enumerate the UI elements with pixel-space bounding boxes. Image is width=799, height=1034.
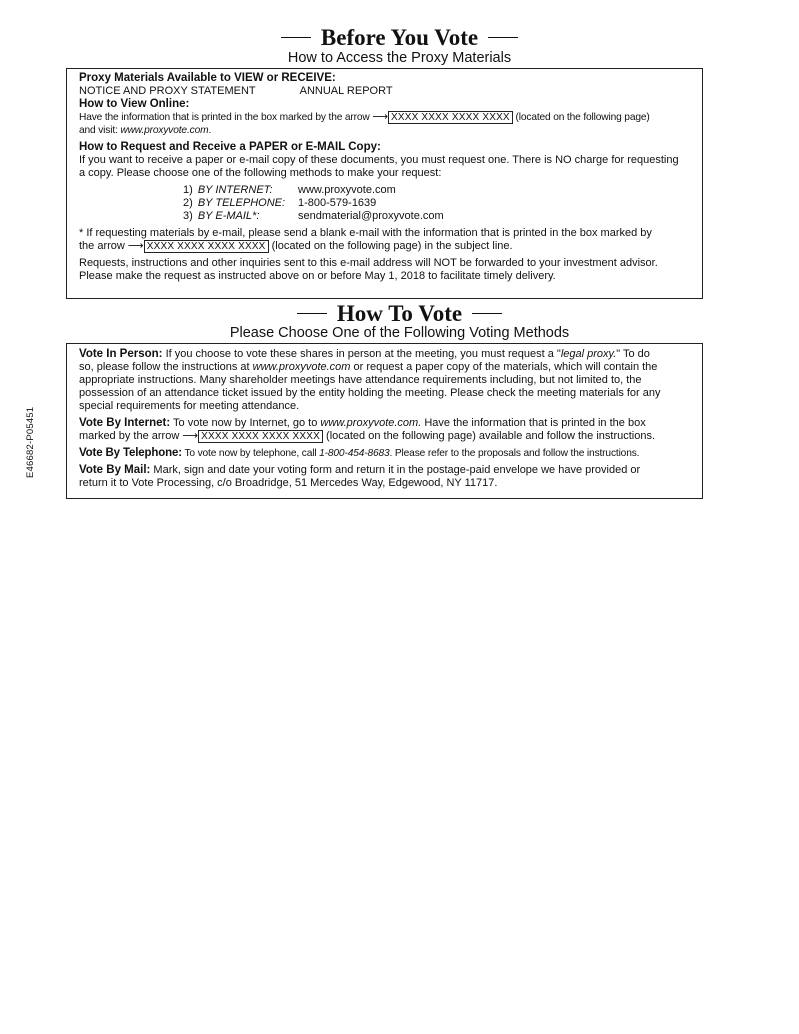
proxyvote-link[interactable]: www.proxyvote.com [252, 361, 351, 373]
rule-right [488, 37, 518, 38]
method-label: BY TELEPHONE: [197, 197, 286, 209]
request-methods [183, 184, 690, 223]
mail-line-2: return it to Vote Processing, c/o Broadridge, 51 Mercedes Way, Edgewood, NY 11717. [79, 477, 498, 489]
before-title: Before You Vote [320, 25, 479, 50]
in-person-text: so, please follow the instructions at [79, 361, 250, 373]
method-number: 3) [183, 210, 193, 222]
materials-list [79, 85, 690, 98]
view-online-line-2: and visit: www.proxyvote.com. [79, 125, 212, 136]
email-note-arrow-text: the arrow [79, 240, 125, 252]
document-code: E46682-P05451 [25, 406, 36, 478]
request-line-2: a copy. Please choose one of the following methods to make your request: [79, 167, 442, 179]
vote-by-telephone-label: Vote By Telephone: [79, 447, 182, 459]
rule-right [472, 313, 502, 314]
material-notice: NOTICE AND PROXY STATEMENT [79, 85, 256, 97]
method-number: 1) [183, 184, 193, 196]
before-subtitle: How to Access the Proxy Materials [287, 50, 512, 66]
control-number-box: XXXX XXXX XXXX XXXX [144, 240, 269, 253]
email-note-line-1: * If requesting materials by e-mail, please send a blank e-mail with the information that is printed in the box marked by [79, 227, 652, 239]
arrow-icon: ⟶ [372, 111, 388, 123]
available-heading: Proxy Materials Available to VIEW or RECEIVE: [79, 72, 336, 84]
rule-left [297, 313, 327, 314]
telephone-number[interactable]: 1-800-454-8683 [319, 448, 390, 459]
internet-text: (located on the following page) available and follow the instructions. [326, 430, 656, 442]
vote-by-internet-label: Vote By Internet: [79, 417, 171, 429]
in-person-text-end: " To do [616, 348, 650, 360]
how-to-vote-heading [0, 301, 799, 327]
internet-text: marked by the arrow [79, 430, 180, 442]
forward-line-1: Requests, instructions and other inquiries sent to this e-mail address will NOT be forwarded to your investment advisor. [79, 257, 658, 269]
method-number: 2) [183, 197, 193, 209]
view-located-text: (located on the following page) [515, 112, 650, 123]
internet-text: To vote now by Internet, go to [173, 417, 318, 429]
view-online-line-1 [79, 111, 690, 124]
method-value-telephone[interactable]: 1-800-579-1639 [298, 197, 377, 209]
in-person-line-5: special requirements for meeting attendance. [79, 400, 300, 412]
method-label: BY E-MAIL*: [197, 210, 260, 222]
control-number-box: XXXX XXXX XXXX XXXX [388, 111, 513, 124]
control-number-box: XXXX XXXX XXXX XXXX [198, 430, 323, 443]
method-internet [183, 184, 690, 197]
before-you-vote-heading [0, 25, 799, 51]
proxyvote-link[interactable]: www.proxyvote.com [120, 125, 209, 136]
internet-line-1 [79, 417, 690, 430]
vote-in-person-label: Vote In Person: [79, 348, 163, 360]
telephone-line [79, 447, 690, 460]
arrow-icon: ⟶ [182, 430, 199, 442]
proxy-materials-box [66, 68, 703, 299]
in-person-text: or request a paper copy of the materials, which will contain the [353, 361, 658, 373]
request-heading: How to Request and Receive a PAPER or E-MAIL Copy: [79, 141, 381, 153]
howto-subtitle: Please Choose One of the Following Voting Methods [229, 325, 570, 341]
voting-methods-box [66, 343, 703, 499]
in-person-line-2 [79, 361, 690, 374]
arrow-icon: ⟶ [127, 240, 144, 252]
proxyvote-link[interactable]: www.proxyvote.com. [320, 417, 422, 429]
legal-proxy-text: legal proxy. [560, 348, 617, 360]
view-text: Have the information that is printed in the box marked by the arrow [79, 112, 370, 123]
email-note-subject-text: (located on the following page) in the subject line. [271, 240, 513, 252]
telephone-text: . Please refer to the proposals and follow the instructions. [389, 448, 640, 459]
method-email [183, 210, 690, 223]
rule-left [281, 37, 311, 38]
forward-line-2: Please make the request as instructed above on or before May 1, 2018 to facilitate timely delivery. [79, 270, 556, 282]
internet-text: Have the information that is printed in the box [424, 417, 646, 429]
method-telephone [183, 197, 690, 210]
telephone-text: To vote now by telephone, call [184, 448, 317, 459]
in-person-line-4: possession of an attendance ticket issued by the entity holding the meeting. Please check the meeting materials for any [79, 387, 661, 399]
method-value-email[interactable]: sendmaterial@proxyvote.com [298, 210, 444, 222]
in-person-text: If you choose to vote these shares in person at the meeting, you must request a " [165, 348, 561, 360]
request-line-1: If you want to receive a paper or e-mail copy of these documents, you must request one. There is NO charge for requesting [79, 154, 679, 166]
mail-text: Mark, sign and date your voting form and return it in the postage-paid envelope we have provided or [153, 464, 641, 476]
view-online-heading: How to View Online: [79, 98, 190, 110]
method-label: BY INTERNET: [197, 184, 273, 196]
visit-text: and visit: [79, 125, 118, 136]
howto-title: How To Vote [336, 301, 463, 326]
email-note-line-2 [79, 240, 690, 253]
in-person-line-1 [79, 348, 690, 361]
vote-by-mail-label: Vote By Mail: [79, 464, 151, 476]
method-value-internet[interactable]: www.proxyvote.com [298, 184, 396, 196]
material-annual-report: ANNUAL REPORT [299, 85, 393, 97]
in-person-line-3: appropriate instructions. Many shareholder meetings have attendance requirements including, but not limited to, the [79, 374, 642, 386]
internet-line-2 [79, 430, 690, 443]
mail-line-1 [79, 464, 690, 477]
